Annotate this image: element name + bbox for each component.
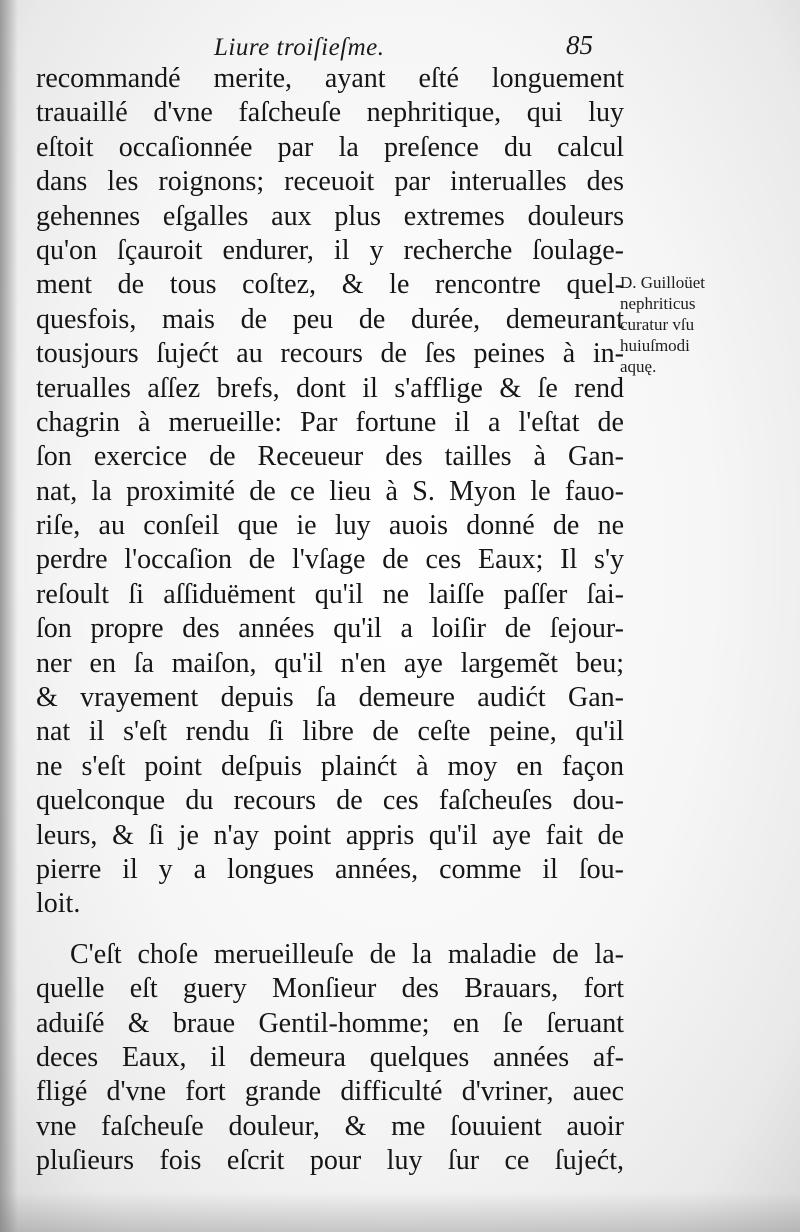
text-line: riſe, au conſeil que ie luy auois donné de ne xyxy=(36,510,624,542)
main-text xyxy=(36,62,624,1179)
text-line: & vrayement depuis ſa demeure audićt Gan- xyxy=(36,682,624,714)
text-line: ne s'eſt point deſpuis plainćt à moy en façon xyxy=(36,750,624,782)
page-number: 85 xyxy=(566,30,593,60)
text-line: nat, la proximité de ce lieu à S. Myon le fauo- xyxy=(36,475,624,507)
marginal-note-line: huiuſmodi xyxy=(620,336,690,355)
gutter-shadow xyxy=(0,0,18,1232)
text-line: gehennes eſgalles aux plus extremes douleurs xyxy=(36,200,624,232)
text-line: aduiſé & braue Gentil-homme; en ſe ſeruant xyxy=(36,1007,624,1039)
text-line: terualles aſſez brefs, dont il s'afflige & ſe rend xyxy=(36,372,624,404)
bottom-shadow xyxy=(0,1192,800,1232)
text-line: perdre l'occaſion de l'vſage de ces Eaux; Il s'y xyxy=(36,544,624,576)
text-line: loit. xyxy=(36,888,81,920)
text-line: pluſieurs fois eſcrit pour luy ſur ce ſujećt, xyxy=(36,1145,624,1177)
marginal-note-line: nephriticus xyxy=(620,294,696,313)
marginal-note-line: aquę. xyxy=(620,357,657,376)
text-line: trauaillé d'vne faſcheuſe nephritique, qui luy xyxy=(36,97,624,129)
text-line: vne faſcheuſe douleur, & me ſouuient auoir xyxy=(36,1110,624,1142)
marginal-note-line: curatur vſu xyxy=(620,315,695,334)
text-line: quelle eſt guery Monſieur des Brauars, fort xyxy=(36,973,624,1005)
text-line: ſon propre des années qu'il a loiſir de ſejour- xyxy=(36,613,624,645)
text-line: ment de tous coſtez, & le rencontre quel- xyxy=(36,269,624,301)
text-line: eſtoit occaſionnée par la preſence du calcul xyxy=(36,131,624,163)
text-line: quesfois, mais de peu de durée, demeurant xyxy=(36,303,624,335)
marginal-note xyxy=(620,272,796,377)
text-line: leurs, & ſi je n'ay point appris qu'il aye fait de xyxy=(36,819,624,851)
text-line: qu'on ſçauroit endurer, il y recherche ſoulage- xyxy=(36,234,624,266)
running-head: Liure troiſieſme. xyxy=(214,34,385,61)
text-line: fligé d'vne fort grande difficulté d'vriner, auec xyxy=(36,1076,624,1108)
text-line: chagrin à merueille: Par fortune il a l'eſtat de xyxy=(36,406,624,438)
text-line: ſon exercice de Receueur des tailles à Gan- xyxy=(36,441,624,473)
marginal-note-line: D. Guilloüet xyxy=(620,273,705,292)
text-line: dans les roignons; receuoit par interualles des xyxy=(36,166,624,198)
text-line: deces Eaux, il demeura quelques années af- xyxy=(36,1041,624,1073)
text-line: recommandé merite, ayant eſté longuement xyxy=(36,63,624,94)
text-line: reſoult ſi aſſiduëment qu'il ne laiſſe paſſer ſai- xyxy=(36,578,624,610)
paragraph-gap xyxy=(36,922,624,938)
text-line: C'eſt choſe merueilleuſe de la maladie de la- xyxy=(70,938,624,970)
text-line: quelconque du recours de ces faſcheuſes dou- xyxy=(36,785,624,817)
text-line: tousjours ſujećt au recours de ſes peines à in- xyxy=(36,338,624,370)
text-line: nat il s'eſt rendu ſi libre de ceſte peine, qu'il xyxy=(36,716,624,748)
text-line: ner en ſa maiſon, qu'il n'en aye largemẽt beu; xyxy=(36,647,624,679)
text-line: pierre il y a longues années, comme il ſou- xyxy=(36,853,624,885)
